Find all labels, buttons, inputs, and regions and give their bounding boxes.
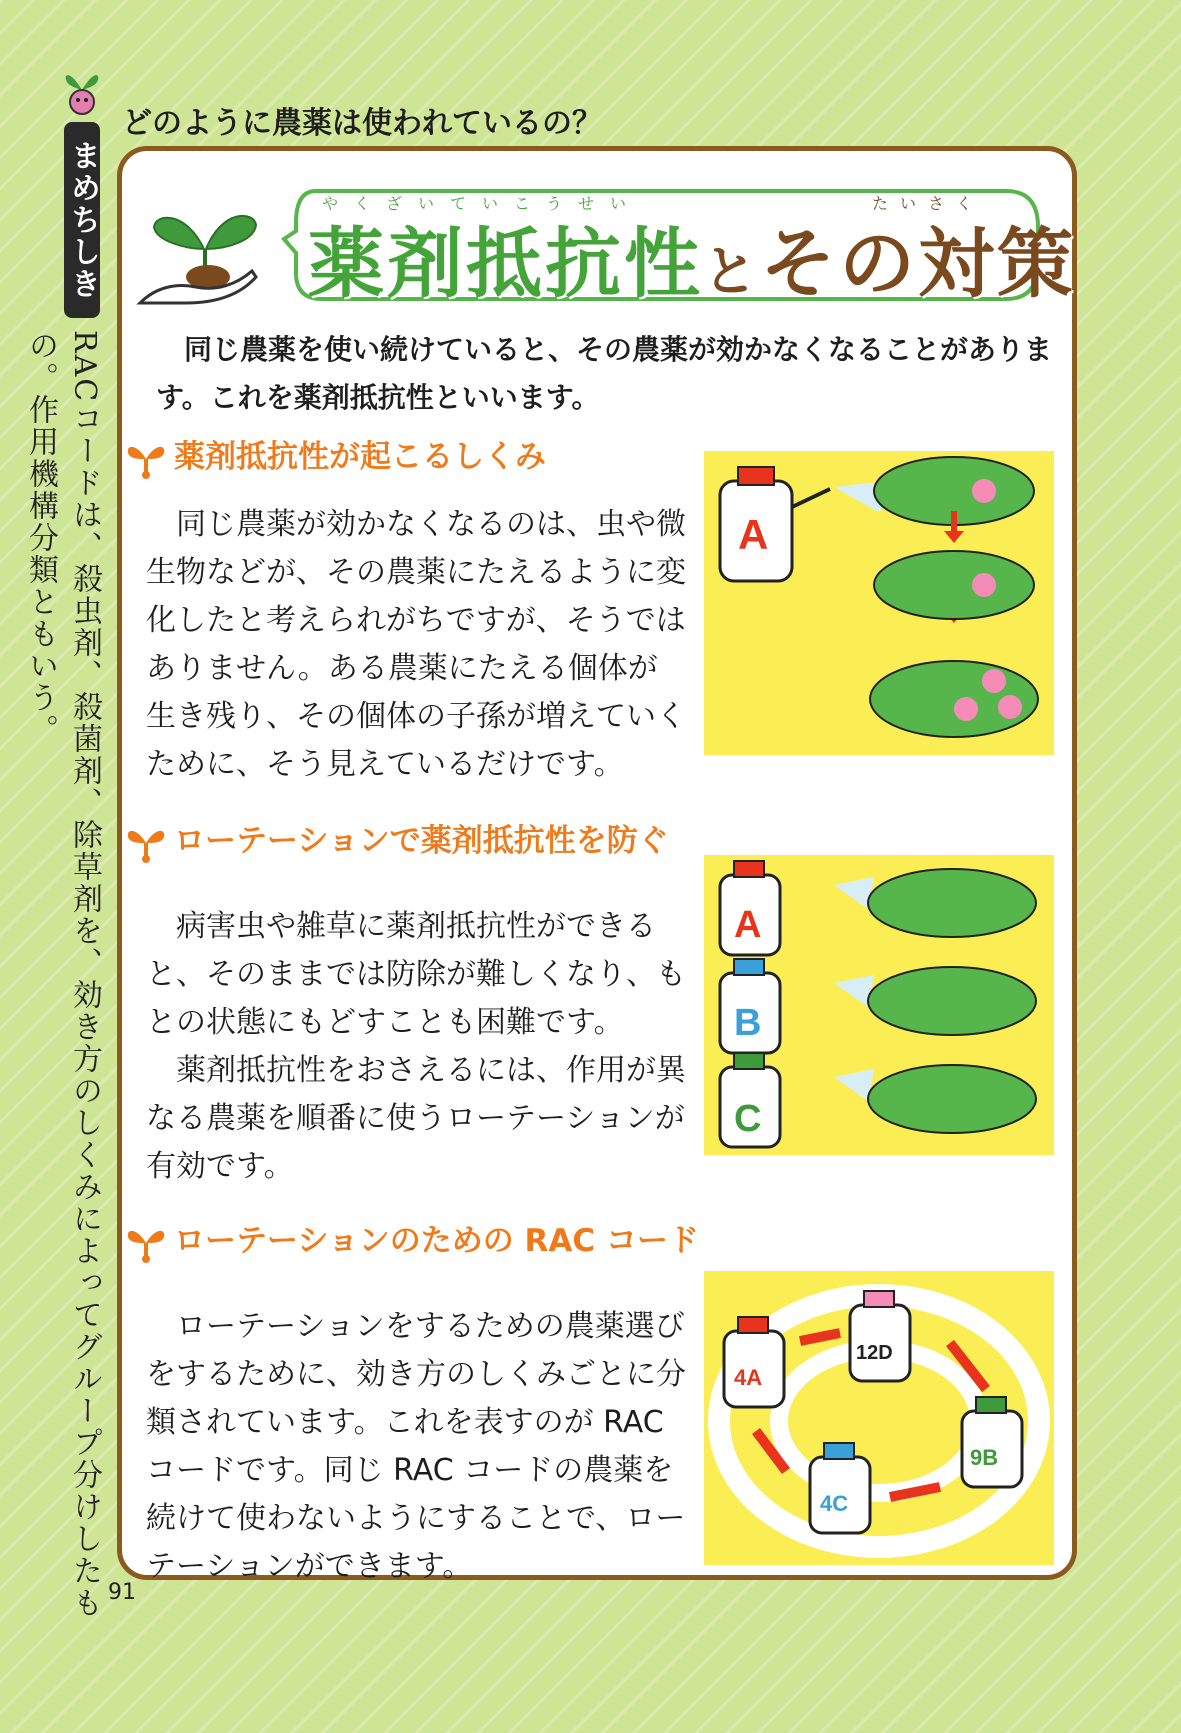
intro-text: 同じ農薬を使い続けていると、その農薬が効かなくなることがあります。これを薬剤抵抗性といいます。 — [156, 333, 1053, 414]
section-3-body — [146, 1303, 686, 1591]
main-card — [117, 146, 1077, 1584]
title-part-3: その対策 — [760, 219, 1076, 308]
section-2-paragraph-2: 薬剤抵抗性をおさえるには、作用が異なる農薬を順番に使うローテーションが有効です。 — [146, 1053, 686, 1184]
hand-holding-sprout-icon — [136, 191, 266, 311]
title-part-1: 薬剤抵抗性 — [308, 219, 703, 308]
sprout-icon — [124, 1221, 168, 1265]
page-title — [308, 203, 1076, 312]
page-number: 91 — [108, 1580, 136, 1605]
section-1-paragraph-1: 同じ農薬が効かなくなるのは、虫や微生物などが、その農薬にたえるように変化したと考えられがちですが、そうではありません。ある農薬にたえる個体が生き残り、その個体の子孫が増えていくために、そう見えているだけです。 — [146, 507, 686, 782]
section-2-body — [146, 903, 686, 1191]
section-3-paragraph-1: ローテーションをするための農薬選びをするために、効き方のしくみごとに分類されています。これを表すのが RAC コードです。同じ RAC コードの農薬を続けて使わないようにすることで、ローテーションができます。 — [146, 1309, 686, 1584]
title-ruby-2: たいさく — [872, 194, 985, 213]
rotation-illustration — [704, 855, 1054, 1155]
section-2-paragraph-1: 病害虫や雑草に薬剤抵抗性ができると、そのままでは防除が難しくなり、もとの状態にもどすことも困難です。 — [146, 909, 686, 1040]
page-question: どのように農薬は使われているの？ — [122, 106, 602, 141]
bottle-label-4a: 4A — [734, 1365, 763, 1390]
title-ruby-1: やくざいていこうせい — [322, 194, 643, 213]
side-strip — [23, 60, 108, 1620]
bottle-label-1: A — [738, 511, 769, 558]
section-heading-1 — [124, 431, 546, 481]
bottle-4a — [724, 1317, 784, 1407]
section-1-body — [146, 501, 686, 789]
bottle-12d — [850, 1291, 910, 1381]
rac-rotation-illustration — [704, 1271, 1054, 1565]
sprout-icon — [124, 821, 168, 865]
bottle-4c — [810, 1443, 870, 1533]
resistance-illustration — [704, 451, 1054, 755]
section-heading-3 — [124, 1215, 699, 1265]
sprout-icon — [124, 437, 168, 481]
bottle-label-b: B — [734, 1002, 762, 1044]
bottle-label-c: C — [734, 1098, 762, 1140]
bottle-9b — [962, 1397, 1022, 1487]
title-part-2: と — [703, 240, 760, 303]
section-heading-2 — [124, 815, 669, 865]
section-heading-2-text: ローテーションで薬剤抵抗性を防ぐ — [174, 823, 669, 859]
mamechishiki-label: まめちしき — [64, 122, 100, 318]
bottle-label-a: A — [734, 904, 762, 946]
section-heading-1-text: 薬剤抵抗性が起こるしくみ — [174, 439, 546, 475]
side-note-text: RACコードは、殺虫剤、殺菌剤、除草剤を、効き方のしくみによってグループ分けしたもの。作用機構分類ともいう。 — [23, 330, 102, 1620]
bottle-label-12d: 12D — [856, 1342, 893, 1364]
bottle-label-4c: 4C — [820, 1491, 849, 1516]
bottle-label-9b: 9B — [970, 1445, 999, 1470]
sprout-mascot-icon — [60, 60, 104, 120]
section-heading-3-text: ローテーションのための RAC コード — [174, 1223, 699, 1259]
